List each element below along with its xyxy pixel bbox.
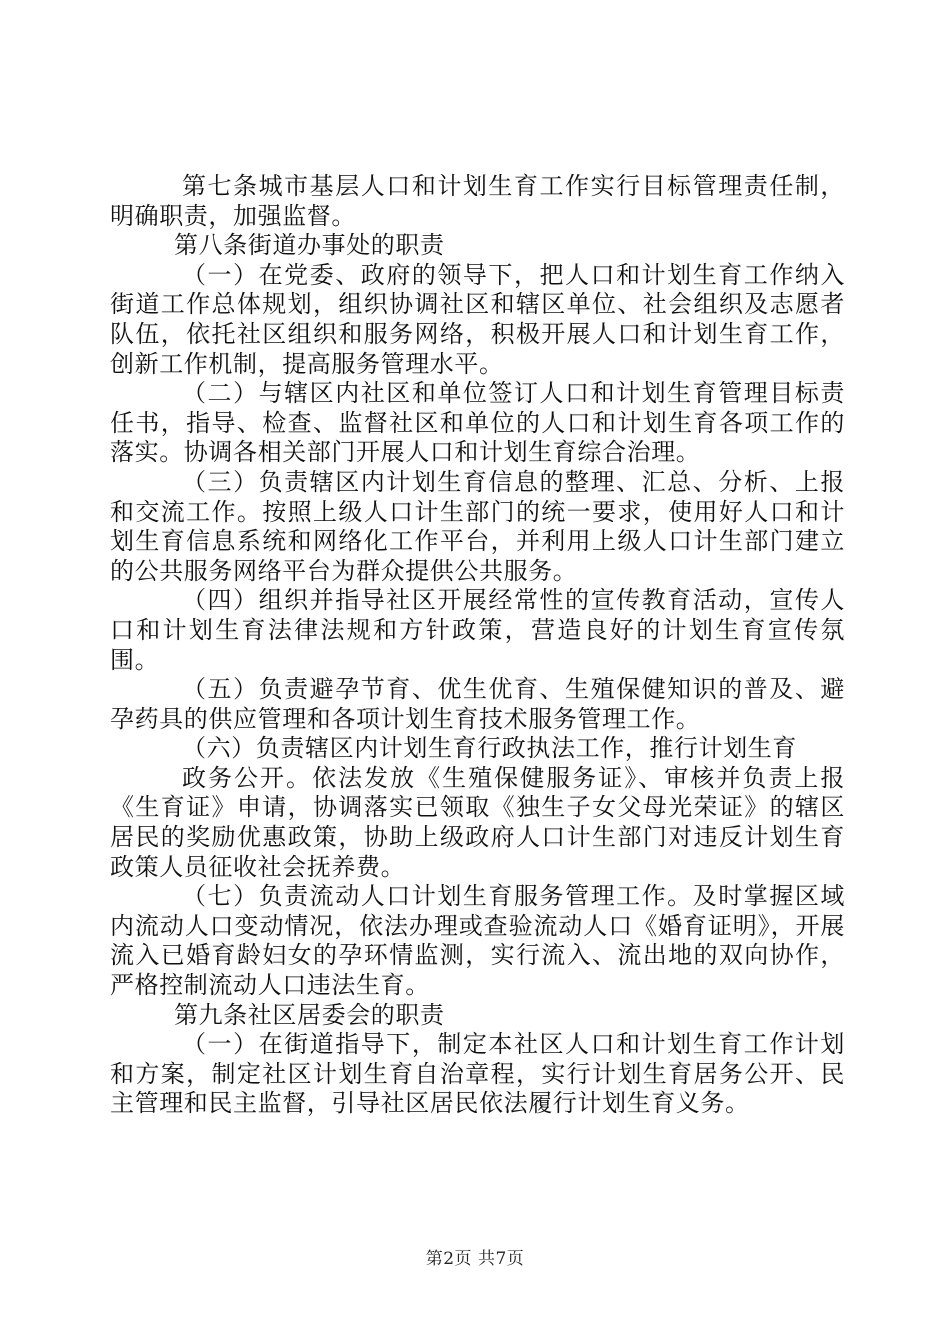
- paragraph-article-8-item-3: （三）负责辖区内计划生育信息的整理、汇总、分析、上报和交流工作。按照上级人口计生部门的统一要求，使用好人口和计划生育信息系统和网络化工作平台，并利用上级人口计生部门建立的公共服务网络平台为群众提供公共服务。: [110, 467, 845, 585]
- paragraph-article-8-item-7: （七）负责流动人口计划生育服务管理工作。及时掌握区域内流动人口变动情况，依法办理或查验流动人口《婚育证明》，开展流入已婚育龄妇女的孕环情监测，实行流入、流出地的双向协作，严格控制流动人口违法生育。: [110, 882, 845, 1000]
- paragraph-article-8-item-1: （一）在党委、政府的领导下，把人口和计划生育工作纳入街道工作总体规划，组织协调社区和辖区单位、社会组织及志愿者队伍，依托社区组织和服务网络，积极开展人口和计划生育工作，创新工作机制，提高服务管理水平。: [110, 260, 845, 378]
- paragraph-article-8-item-2: （二）与辖区内社区和单位签订人口和计划生育管理目标责任书，指导、检查、监督社区和单位的人口和计划生育各项工作的落实。协调各相关部门开展人口和计划生育综合治理。: [110, 379, 845, 467]
- paragraph-article-7: 第七条城市基层人口和计划生育工作实行目标管理责任制，明确职责，加强监督。: [110, 172, 845, 230]
- heading-article-9: 第九条社区居委会的职责: [174, 1000, 445, 1029]
- paragraph-article-9-item-1: （一）在街道指导下，制定本社区人口和计划生育工作计划和方案，制定社区计划生育自治章程，实行计划生育居务公开、民主管理和民主监督，引导社区居民依法履行计划生育义务。: [110, 1030, 845, 1118]
- paragraph-article-8-item-6-continued: 政务公开。依法发放《生殖保健服务证》、审核并负责上报《生育证》申请，协调落实已领取《独生子女父母光荣证》的辖区居民的奖励优惠政策，协助上级政府人口计生部门对违反计划生育政策人员征收社会抚养费。: [110, 763, 845, 881]
- heading-article-8: 第八条街道办事处的职责: [174, 231, 445, 260]
- document-body: [110, 172, 845, 1119]
- paragraph-article-8-item-6: （六）负责辖区内计划生育行政执法工作，推行计划生育: [182, 734, 797, 763]
- page-footer: 第2页 共7页: [425, 1249, 525, 1269]
- paragraph-article-8-item-5: （五）负责避孕节育、优生优育、生殖保健知识的普及、避孕药具的供应管理和各项计划生育技术服务管理工作。: [110, 675, 845, 733]
- paragraph-article-8-item-4: （四）组织并指导社区开展经常性的宣传教育活动，宣传人口和计划生育法律法规和方针政策，营造良好的计划生育宣传氛围。: [110, 586, 845, 674]
